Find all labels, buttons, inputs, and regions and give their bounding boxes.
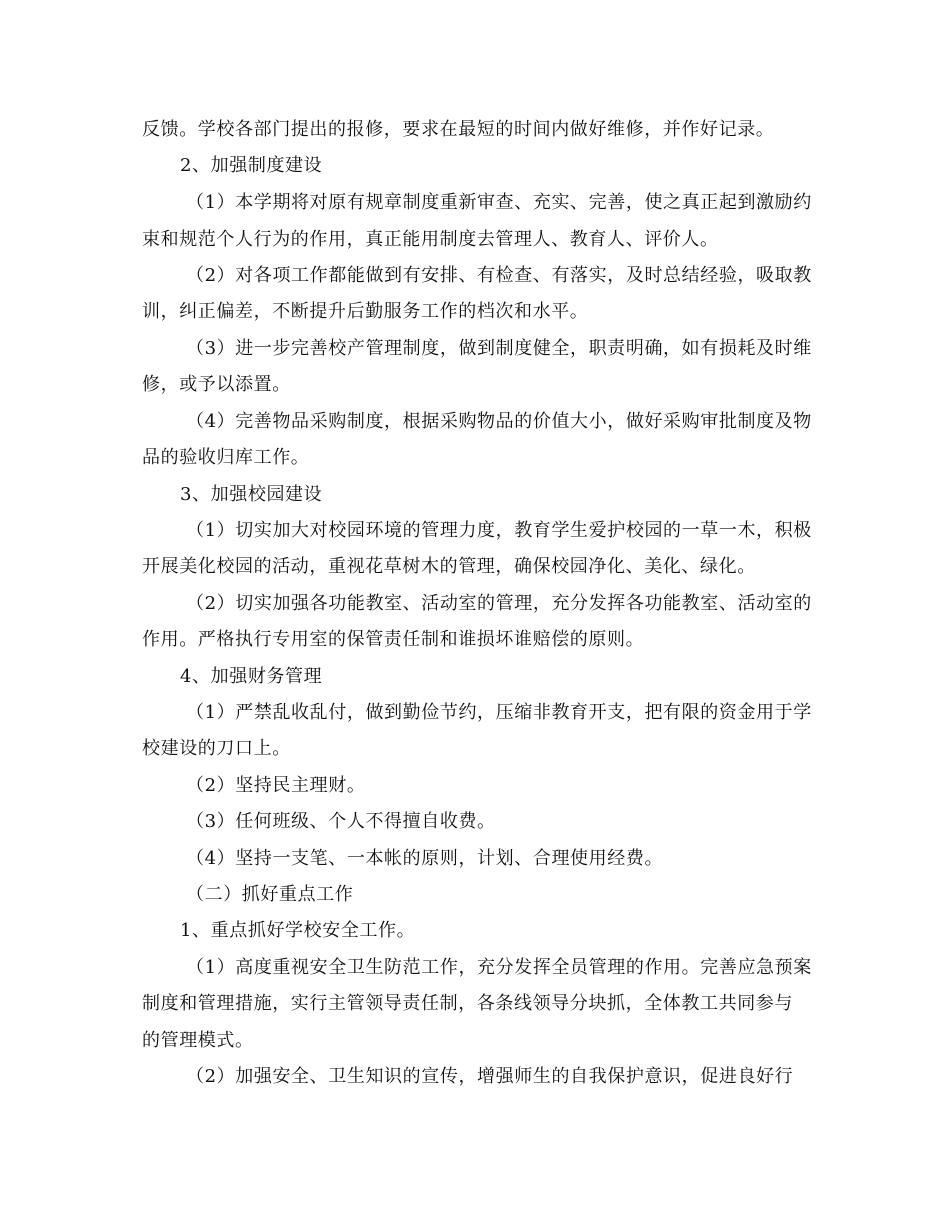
text-line: （1）切实加大对校园环境的管理力度，教育学生爱护校园的一草一木，积极 (186, 520, 812, 541)
text-line: 束和规范个人行为的作用，真正能用制度去管理人、教育人、评价人。 (142, 229, 719, 250)
text-line: 训，纠正偏差，不断提升后勤服务工作的档次和水平。 (142, 301, 589, 322)
text-line: （2）加强安全、卫生知识的宣传，增强师生的自我保护意识，促进良好行 (186, 1066, 794, 1087)
text-line: 作用。严格执行专用室的保管责任制和谁损坏谁赔偿的原则。 (142, 629, 645, 650)
text-line: （1）本学期将对原有规章制度重新审查、充实、完善，使之真正起到激励约 (186, 192, 812, 213)
text-line: （1）高度重视安全卫生防范工作，充分发挥全员管理的作用。完善应急预案 (186, 957, 812, 978)
text-line: （2）切实加强各功能教室、活动室的管理，充分发挥各功能教室、活动室的 (186, 593, 812, 614)
section-heading: （二）抓好重点工作 (186, 884, 354, 905)
text-line: 的管理模式。 (142, 1030, 254, 1051)
text-line: （3）进一步完善校产管理制度，做到制度健全，职责明确，如有损耗及时维 (186, 338, 812, 359)
text-line: 品的验收归库工作。 (142, 447, 310, 468)
text-line: （2）对各项工作都能做到有安排、有检查、有落实，及时总结经验，吸取教 (186, 265, 812, 286)
text-line: 校建设的刀口上。 (142, 738, 291, 759)
text-line: 反馈。学校各部门提出的报修，要求在最短的时间内做好维修，并作好记录。 (142, 119, 775, 140)
section-heading: 1、重点抓好学校安全工作。 (180, 920, 416, 941)
text-line: 开展美化校园的活动，重视花草树木的管理，确保校园净化、美化、绿化。 (142, 556, 756, 577)
text-line: （3）任何班级、个人不得擅自收费。 (186, 811, 496, 832)
text-line: 制度和管理措施，实行主管领导责任制，各条线领导分块抓，全体教工共同参与 (142, 993, 793, 1014)
text-line: （1）严禁乱收乱付，做到勤俭节约，压缩非教育开支，把有限的资金用于学 (186, 702, 812, 723)
text-line: （2）坚持民主理财。 (186, 775, 366, 796)
text-line: （4）完善物品采购制度，根据采购物品的价值大小，做好采购审批制度及物 (186, 411, 812, 432)
section-heading: 4、加强财务管理 (180, 666, 323, 687)
section-heading: 2、加强制度建设 (180, 155, 323, 176)
text-line: （4）坚持一支笔、一本帐的原则，计划、合理使用经费。 (186, 848, 664, 869)
text-line: 修，或予以添置。 (142, 374, 291, 395)
section-heading: 3、加强校园建设 (180, 484, 323, 505)
